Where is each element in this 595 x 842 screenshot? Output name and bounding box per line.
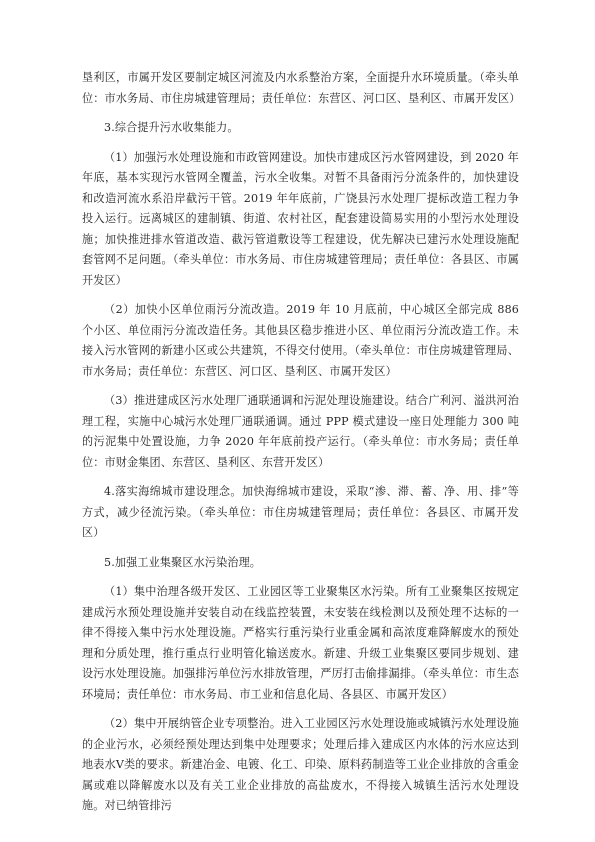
paragraph-pipe-network-construction: （1）加强污水处理设施和市政管网建设。加快市建成区污水管网建设，到 2020 年年底，基本实现污水管网全覆盖，污水全收集。对暂不具备雨污分流条件的，加快建设和改造河流水系沿岸截污干管。2019 年年底前，广饶县污水处理厂提标改造工程力争投入运行。远离城区的建制镇、街道、农村社区，配套建设简易实用的小型污水处理设施；加快推进排水管道改造、截污管道敷设等工程建设，优先解决已建污水处理设施配套管网不足问题。（牵头单位：市水务局、市住房城建管理局；责任单位：各县区、市属开发区） bbox=[82, 150, 519, 287]
heading-sewage-collection: 3.综合提升污水收集能力。 bbox=[104, 121, 239, 134]
paragraph-continued-responsibility: 垦利区，市属开发区要制定城区河流及内水系整治方案，全面提升水环境质量。（牵头单位：市水务局、市住房城建管理局；责任单位：东营区、河口区、垦利区、市属开发区） bbox=[82, 71, 521, 105]
paragraph-sludge-treatment: （3）推进建成区污水处理厂通联通调和污泥处理设施建设。结合广利河、溢洪河治理工程，实施中心城污水处理厂通联通调。通过 PPP 模式建设一座日处理能力 300 吨的污泥集中处置设施，力争 2020 年年底前投产运行。（牵头单位：市水务局；责任单位：市财金集团、东营区、垦利区、东营开发区） bbox=[82, 394, 519, 469]
heading-industrial-zone-treatment: 5.加强工业集聚区水污染治理。 bbox=[104, 555, 262, 569]
paragraph-enterprise-rectification: （2）集中开展纳管企业专项整治。进入工业园区污水处理设施或城镇污水处理设施的企业污水，必须经预处理达到集中处理要求；处理后排入建成区内水体的污水应达到地表水Ⅴ类的要求。新建冶金、电镀、化工、印染、原料药制造等工业企业排放的含重金属或难以降解废水以及有关工业企业排放的高盐废水，不得接入城镇生活污水处理设施。对已纳管排污 bbox=[82, 717, 519, 812]
paragraph-rain-sewage-separation: （2）加快小区单位雨污分流改造。2019 年 10 月底前，中心城区全部完成 886 个小区、单位雨污分流改造任务。其他县区稳步推进小区、单位雨污分流改造工作。未接入污水管网的新建小区或公共建筑，不得交付使用。（牵头单位：市住房城建管理局、市水务局；责任单位：东营区、河口区、垦利区、市属开发区） bbox=[82, 303, 519, 378]
paragraph-industrial-pollution: （1）集中治理各级开发区、工业园区等工业聚集区水污染。所有工业聚集区按规定建成污水预处理设施并安装自动在线监控装置，未安装在线检测以及预处理不达标的一律不得接入集中污水处理设施。严格实行重污染行业重金属和高浓度难降解废水的预处理和分质处理，推行重点行业明管化输送废水。新建、升级工业集聚区要同步规划、建设污水处理设施。加强排污单位污水排放管理，严厉打击偷排漏排。（牵头单位：市生态环境局；责任单位：市水务局、市工业和信息化局、各县区、市属开发区） bbox=[82, 585, 519, 701]
heading-sponge-city: 4.落实海绵城市建设理念。加快海绵城市建设，采取“渗、滞、蓄、净、用、排”等方式，减少径流污染。（牵头单位：市住房城建管理局；责任单位：各县区、市属开发区） bbox=[82, 485, 519, 539]
document-page bbox=[82, 68, 519, 817]
